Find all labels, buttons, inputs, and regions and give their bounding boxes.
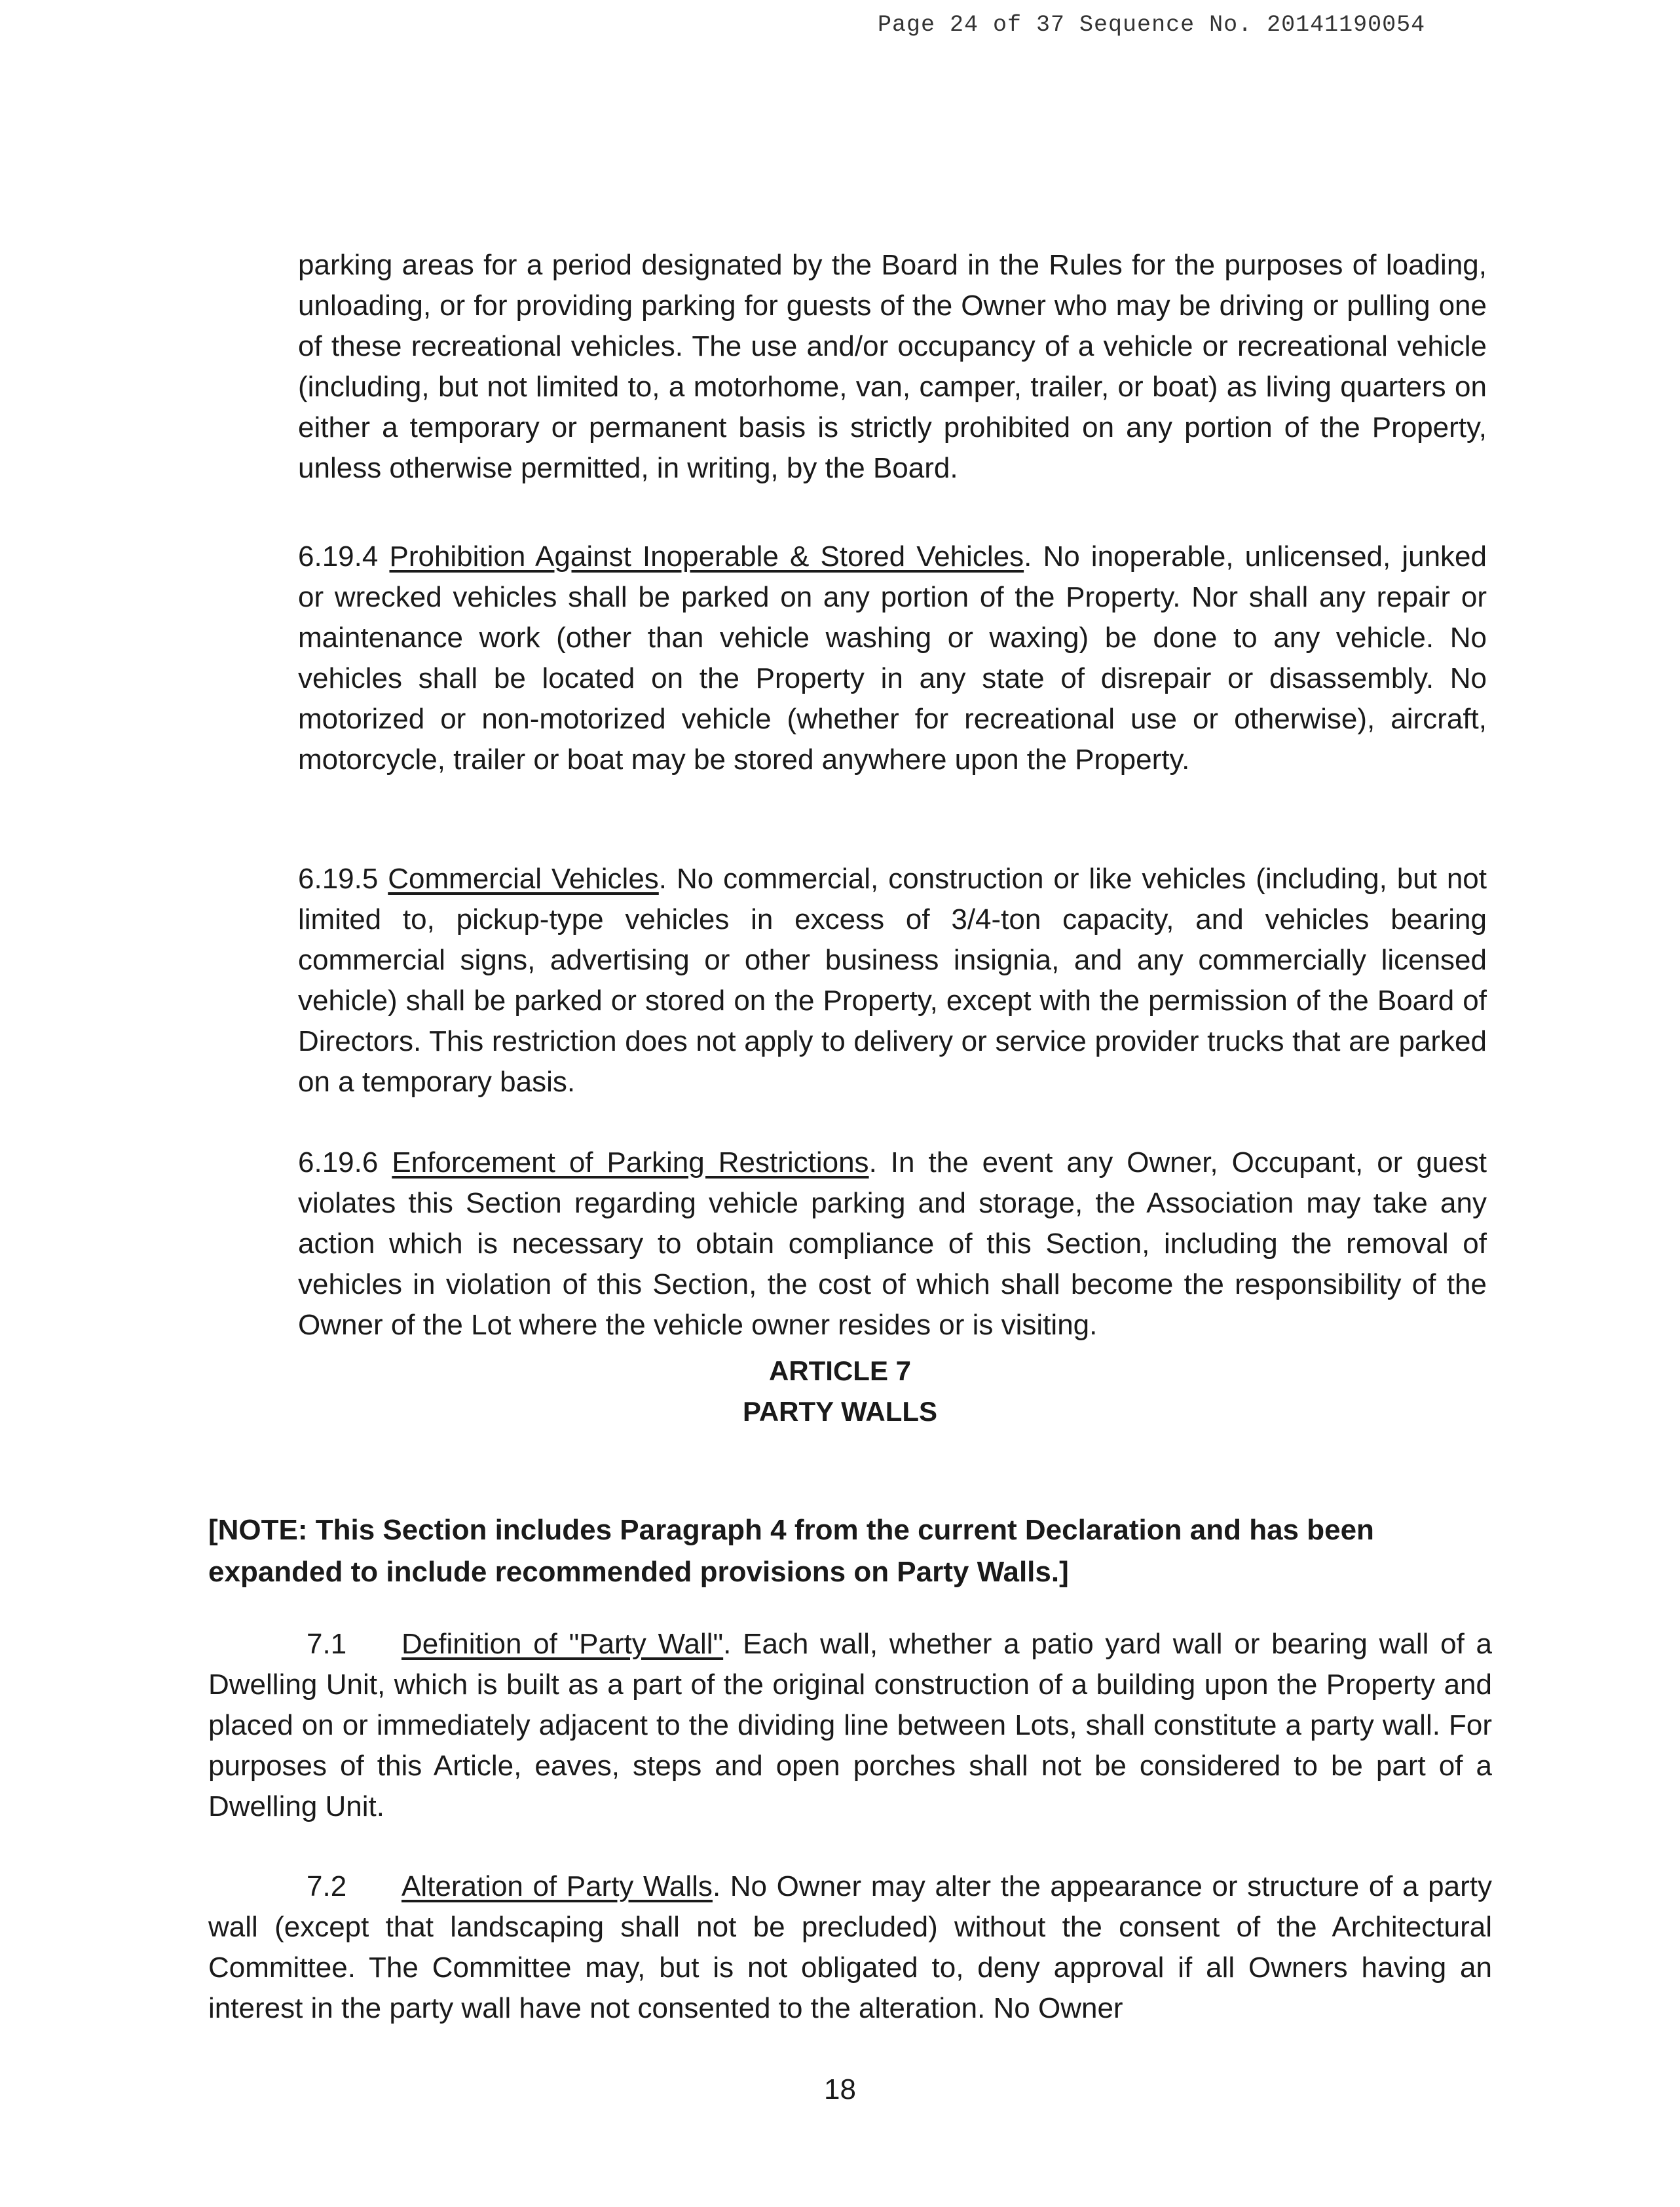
page-number: 18 <box>824 2073 856 2105</box>
section-number: 6.19.5 <box>298 863 379 895</box>
section-number: 6.19.6 <box>298 1146 379 1179</box>
section-title: Definition of "Party Wall" <box>401 1628 724 1660</box>
section-number: 7.1 <box>307 1628 347 1660</box>
section-body: No inoperable, unlicensed, junked or wrecked vehicles shall be parked on any portion of the Property. Nor shall any repair or maintenance work (other than vehicle washing or waxing) be done to any vehicle. No vehicles shall be located on the Property in any state of disrepair or disassembly. No motorized or non-motorized vehicle (whether for recreational use or otherwise), aircraft, motorcycle, trailer or boat may be stored anywhere upon the Property. <box>298 540 1487 776</box>
section-body: Each wall, whether a patio yard wall or bearing wall of a Dwelling Unit, which is built as a part of the original construction of a building upon the Property and placed on or immediately adjacent to the dividing line between Lots, shall constitute a party wall. For purposes of this Article, eaves, steps and open porches shall not be considered to be part of a Dwelling Unit. <box>208 1628 1492 1822</box>
section-title: Commercial Vehicles <box>388 863 659 895</box>
section-body: In the event any Owner, Occupant, or guest violates this Section regarding vehicle parking and storage, the Association may take any action which is necessary to obtain compliance of this Section, including the removal of vehicles in violation of this Section, the cost of which shall become the responsibility of the Owner of the Lot where the vehicle owner resides or is visiting. <box>298 1146 1487 1341</box>
section-6-19-4: 6.19.4 Prohibition Against Inoperable & Stored Vehicles. No inoperable, unlicensed, junked or wrecked vehicles shall be parked on any portion of the Property. Nor shall any repair or maintenance work (other than vehicle washing or waxing) be done to any vehicle. No vehicles shall be located on the Property in any state of disrepair or disassembly. No motorized or non-motorized vehicle (whether for recreational use or otherwise), aircraft, motorcycle, trailer or boat may be stored anywhere upon the Property. <box>298 540 1487 776</box>
section-6-19-6: 6.19.6 Enforcement of Parking Restrictions. In the event any Owner, Occupant, or guest violates this Section regarding vehicle parking and storage, the Association may take any action which is necessary to obtain compliance of this Section, including the removal of vehicles in violation of this Section, the cost of which shall become the responsibility of the Owner of the Lot where the vehicle owner resides or is visiting. <box>298 1146 1487 1341</box>
section-title: Alteration of Party Walls <box>401 1870 713 1902</box>
editorial-note: [NOTE: This Section includes Paragraph 4 from the current Declaration and has been expanded to include recommended provisions on Party Walls.] <box>208 1514 1374 1588</box>
section-number: 6.19.4 <box>298 540 379 573</box>
section-title: Enforcement of Parking Restrictions <box>392 1146 869 1179</box>
article-heading: ARTICLE 7 <box>768 1355 911 1386</box>
article-subheading: PARTY WALLS <box>742 1396 938 1427</box>
paragraph-continuation: parking areas for a period designated by the Board in the Rules for the purposes of loading, unloading, or for providing parking for guests of the Owner who may be driving or pulling one of these recreational vehicles. The use and/or occupancy of a vehicle or recreational vehicle (including, but not limited to, a motorhome, van, camper, trailer, or boat) as living quarters on either a temporary or permanent basis is strictly prohibited on any portion of the Property, unless otherwise permitted, in writing, by the Board. <box>298 249 1487 484</box>
section-7-1: 7.1 Definition of "Party Wall". Each wall, whether a patio yard wall or bearing wall of a Dwelling Unit, which is built as a part of the original construction of a building upon the Property and placed on or immediately adjacent to the dividing line between Lots, shall constitute a party wall. For purposes of this Article, eaves, steps and open porches shall not be considered to be part of a Dwelling Unit. <box>208 1624 1492 1827</box>
section-body: No Owner may alter the appearance or structure of a party wall (except that landscaping shall not be precluded) without the consent of the Architectural Committee. The Committee may, but is not obligated to, deny approval if all Owners having an interest in the party wall have not consented to the alteration. No Owner <box>208 1870 1492 2024</box>
section-body: No commercial, construction or like vehicles (including, but not limited to, pickup-type vehicles in excess of 3/4-ton capacity, and vehicles bearing commercial signs, advertising or other business insignia, and any commercially licensed vehicle) shall be parked or stored on the Property, except with the permission of the Board of Directors. This restriction does not apply to delivery or service provider trucks that are parked on a temporary basis. <box>298 863 1487 1098</box>
section-7-2: 7.2 Alteration of Party Walls. No Owner may alter the appearance or structure of a party wall (except that landscaping shall not be precluded) without the consent of the Architectural Committee. The Committee may, but is not obligated to, deny approval if all Owners having an interest in the party wall have not consented to the alteration. No Owner <box>208 1866 1492 2029</box>
section-title: Prohibition Against Inoperable & Stored Vehicles <box>389 540 1024 573</box>
section-number: 7.2 <box>307 1870 347 1902</box>
section-6-19-5: 6.19.5 Commercial Vehicles. No commercial, construction or like vehicles (including, but not limited to, pickup-type vehicles in excess of 3/4-ton capacity, and vehicles bearing commercial signs, advertising or other business insignia, and any commercially licensed vehicle) shall be parked or stored on the Property, except with the permission of the Board of Directors. This restriction does not apply to delivery or service provider trucks that are parked on a temporary basis. <box>298 863 1487 1098</box>
page-header-sequence: Page 24 of 37 Sequence No. 20141190054 <box>878 12 1426 38</box>
